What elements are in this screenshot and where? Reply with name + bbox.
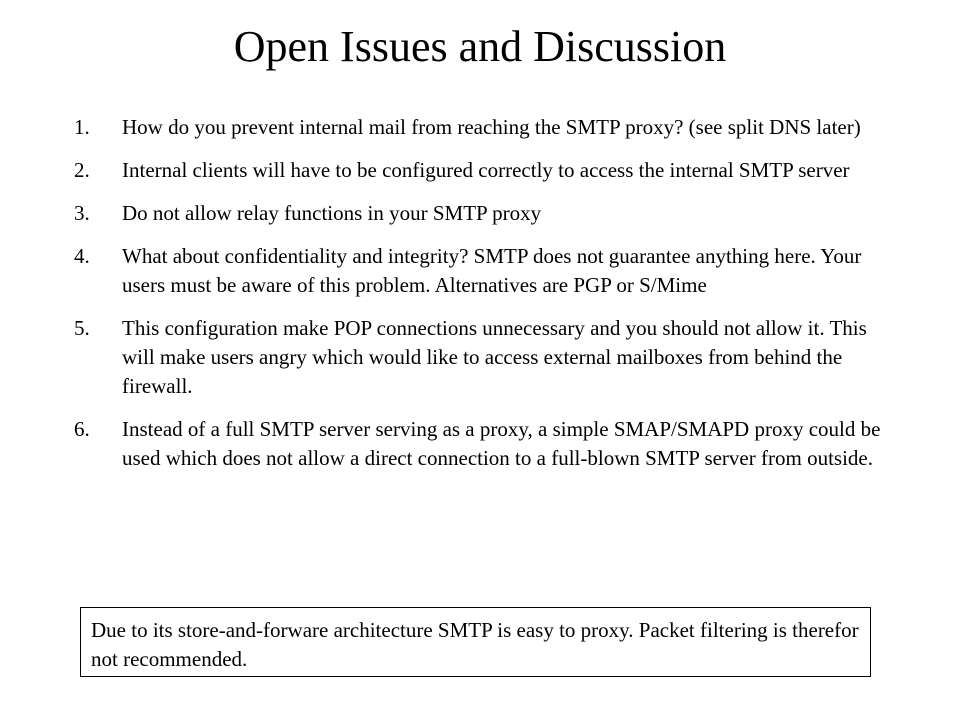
issue-text: Internal clients will have to be configured correctly to access the internal SMTP server	[122, 158, 850, 182]
issue-number: 6.	[74, 417, 90, 441]
issue-number: 5.	[74, 316, 90, 340]
issue-item	[74, 314, 884, 401]
issue-item	[74, 242, 884, 300]
issue-text: What about confidentiality and integrity? SMTP does not guarantee anything here. Your users must be aware of this problem. Alternatives are PGP or S/Mime	[122, 244, 862, 297]
issue-text: Instead of a full SMTP server serving as a proxy, a simple SMAP/SMAPD proxy could be used which does not allow a direct connection to a full-blown SMTP server from outside.	[122, 417, 881, 470]
issue-text: How do you prevent internal mail from reaching the SMTP proxy? (see split DNS later)	[122, 115, 861, 139]
note-text: Due to its store-and-forware architecture SMTP is easy to proxy. Packet filtering is therefor not recommended.	[91, 618, 859, 671]
issue-item	[74, 415, 884, 473]
issue-number: 2.	[74, 158, 90, 182]
issue-number: 1.	[74, 115, 90, 139]
issue-number: 3.	[74, 201, 90, 225]
issue-number: 4.	[74, 244, 90, 268]
note-box	[80, 607, 871, 677]
issues-list	[74, 113, 884, 487]
slide-title: Open Issues and Discussion	[233, 22, 727, 71]
issue-item	[74, 156, 884, 185]
issue-item	[74, 113, 884, 142]
issue-text: This configuration make POP connections unnecessary and you should not allow it. This will make users angry which would like to access external mailboxes from behind the firewall.	[122, 316, 867, 398]
issue-item	[74, 199, 884, 228]
issue-text: Do not allow relay functions in your SMTP proxy	[122, 201, 542, 225]
